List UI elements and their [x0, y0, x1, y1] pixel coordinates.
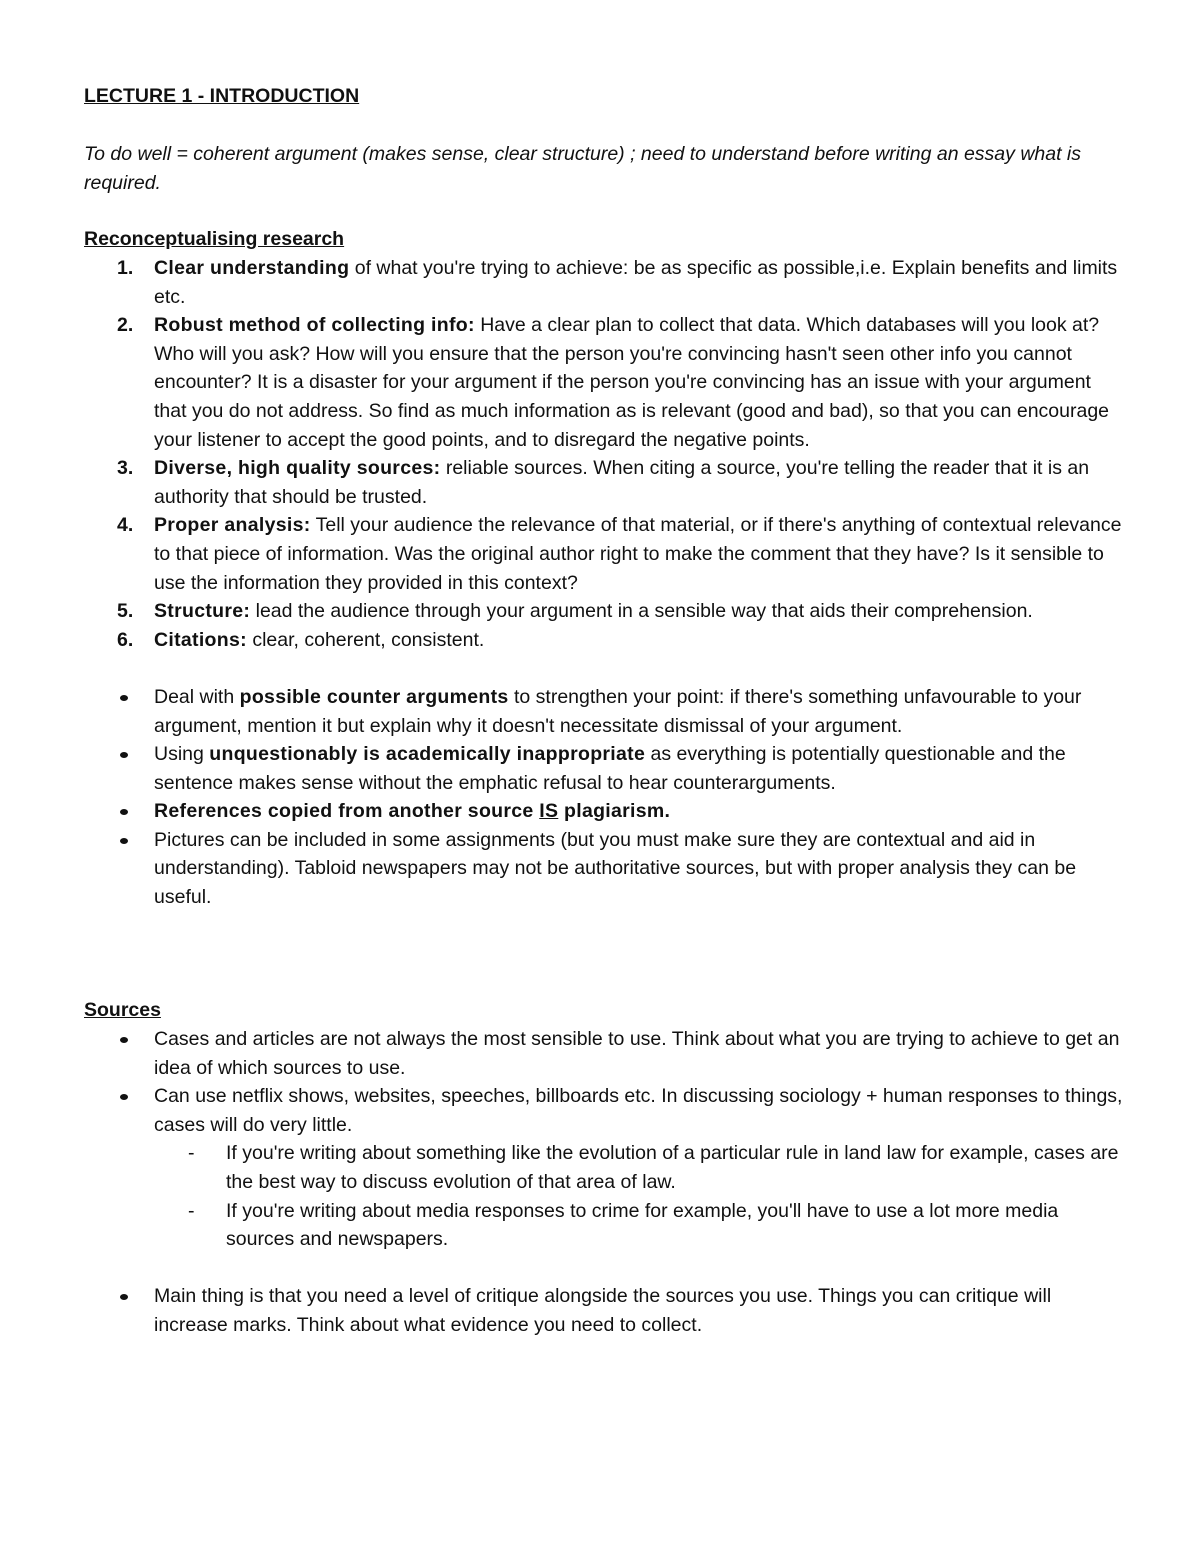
bullet-bold: plagiarism. [558, 800, 671, 823]
bullet-text: Cases and articles are not always the most sensible to use. Think about what you are trying to achieve to get an idea of which sources to use. [154, 1028, 1120, 1079]
bullet-icon [120, 752, 128, 758]
bullet-bold: unquestionably is academically inappropriate [209, 743, 646, 766]
bullet-icon [120, 1294, 128, 1300]
bullet-item [84, 740, 1124, 797]
spacer [84, 1254, 1124, 1283]
bullet-text: Main thing is that you need a level of critique alongside the sources you use. Things you can critique will increase marks. Think about what evidence you need to collect. [154, 1285, 1052, 1336]
sub-item [84, 1197, 1124, 1254]
item-number: 6. [117, 628, 134, 651]
item-text: Tell your audience the relevance of that material, or if there's anything of contextual relevance to that piece of information. Was the original author right to make the comment that they have? Is it sensible to use the information they provided in this context? [154, 514, 1122, 594]
spacer [84, 654, 1124, 683]
item-text: of what you're trying to achieve: be as specific as possible,i.e. Explain benefits and limits etc. [154, 257, 1118, 308]
bullet-text: to strengthen your point: if there's something unfavourable to your argument, mention it but explain why it doesn't necessitate dismissal of your argument. [154, 685, 1082, 737]
bullet-bold-underlined: IS [539, 800, 559, 823]
dash-marker: - [188, 1142, 195, 1165]
bullet-item [84, 1282, 1124, 1339]
bullet-icon [120, 1094, 128, 1100]
bullet-text: Deal with [154, 685, 240, 708]
item-bold: Robust method of collecting info: [154, 314, 475, 337]
bullet-item [84, 1082, 1124, 1139]
item-bold: Proper analysis: [154, 514, 311, 537]
bullet-text: as everything is potentially questionable and the sentence makes sense without the emphatic refusal to hear counterarguments. [154, 743, 1066, 794]
bullet-icon [120, 695, 128, 701]
page-title: LECTURE 1 - INTRODUCTION [84, 85, 360, 107]
intro-paragraph: To do well = coherent argument (makes sense, clear structure) ; need to understand before writing an essay what is required. [84, 143, 1082, 194]
sub-item-text: If you're writing about something like the evolution of a particular rule in land law for example, cases are the best way to discuss evolution of that area of law. [226, 1142, 1119, 1193]
bullet-bold: possible counter arguments [239, 685, 509, 708]
list-item [84, 511, 1124, 597]
bullet-icon [120, 1037, 128, 1043]
research-list [84, 254, 1124, 912]
sources-heading: Sources [84, 999, 161, 1021]
sub-item [84, 1139, 1124, 1196]
bullet-item [84, 1025, 1124, 1082]
item-text: Have a clear plan to collect that data. Which databases will you look at? Who will you ask? How will you ensure that the person you're convincing hasn't seen other info you cannot encounter? It is a disaster for your argument if the person you're convincing has an issue with your argument that you do not address. So find as much information as is relevant (good and bad), so that you can encourage your listener to accept the good points, and to disregard the negative points. [154, 314, 1110, 451]
bullet-text: Can use netflix shows, websites, speeches, billboards etc. In discussing sociology + human responses to things, cases will do very little. [154, 1085, 1123, 1136]
sub-item-text: If you're writing about media responses to crime for example, you'll have to use a lot more media sources and newspapers. [226, 1199, 1059, 1251]
item-bold: Citations: [154, 628, 247, 651]
item-text: reliable sources. When citing a source, you're telling the reader that it is an authority that should be trusted. [154, 457, 1090, 508]
item-number: 4. [117, 514, 134, 537]
list-item [84, 626, 1124, 655]
item-bold: Structure: [154, 600, 251, 623]
bullet-item [84, 797, 1124, 826]
bullet-item [84, 826, 1124, 912]
item-number: 2. [117, 314, 134, 337]
item-bold: Diverse, high quality sources: [154, 457, 441, 480]
item-text: clear, coherent, consistent. [246, 628, 485, 651]
bullet-text: Using [154, 743, 210, 766]
item-bold: Clear understanding [154, 257, 350, 279]
item-number: 1. [117, 257, 134, 279]
bullet-bold: References copied from another source [154, 800, 540, 823]
bullet-icon [120, 809, 128, 815]
list-item [84, 454, 1124, 511]
list-item [84, 597, 1124, 626]
item-number: 3. [117, 457, 134, 480]
bullet-icon [120, 838, 128, 844]
item-text: lead the audience through your argument in a sensible way that aids their comprehension. [250, 600, 1033, 623]
list-item [84, 254, 1124, 311]
bullet-text: Pictures can be included in some assignments (but you must make sure they are contextual and aid in understanding). Tabloid newspapers may not be authoritative sources, but with proper analysis they can be useful. [154, 828, 1077, 909]
sources-list [84, 1025, 1124, 1340]
item-number: 5. [117, 600, 134, 623]
list-item [84, 311, 1124, 454]
bullet-item [84, 683, 1124, 740]
research-heading: Reconceptualising research [84, 228, 345, 250]
dash-marker: - [188, 1199, 195, 1222]
